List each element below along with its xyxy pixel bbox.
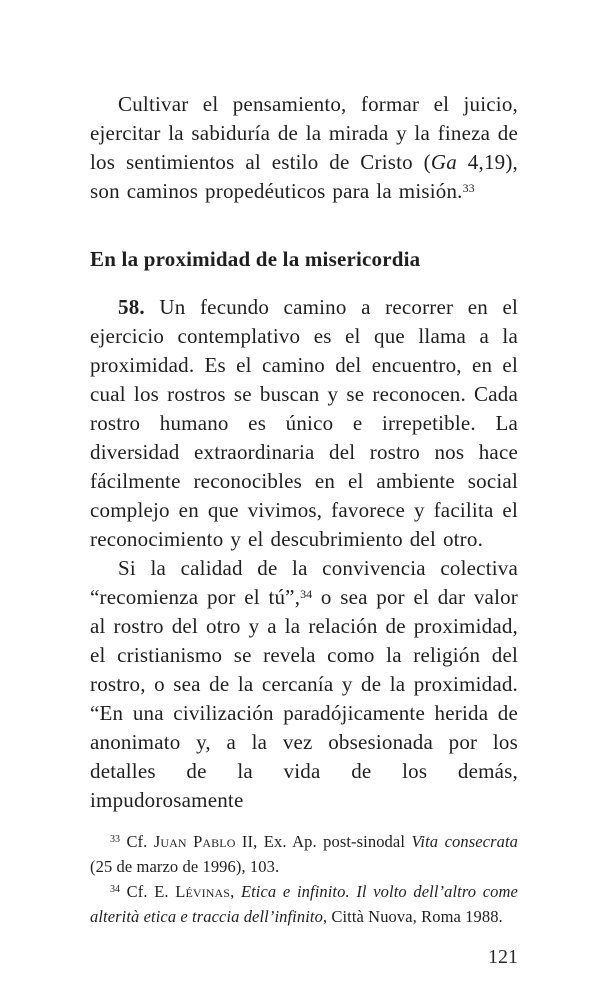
footnote-34-text3: , Città Nuova, Roma 1988. [322, 907, 503, 926]
footnote-34-author: Lévinas [175, 882, 231, 901]
paragraph-58-number: 58. [118, 295, 145, 319]
footnote-33-marker: 33 [110, 834, 120, 845]
footnote-33-text2: , Ex. Ap. post-sinodal [253, 832, 412, 851]
footnote-33 [90, 829, 518, 879]
paragraph-58-text: Un fecundo camino a recorrer en el ejercicio contemplativo es el que llama a la proximidad. Es el camino del encuentro, en el cual los rostros se buscan y se reconocen. Cada rostro humano es único e irrepetible. La diversidad extraordinaria del rostro nos hace fácilmente reconocibles en el ambiente social complejo en que vivimos, favorece y facilita el reconocimiento y el descubrimiento del otro. [90, 295, 518, 551]
footnote-34-text1: Cf. E. [120, 882, 176, 901]
footnote-33-work-title: Vita consecrata [411, 832, 518, 851]
section-heading: En la proximidad de la misericordia [90, 247, 421, 271]
paragraph-si-text1: Si la calidad de la convivencia colectiva “recomienza por el tú”, [90, 556, 518, 609]
page-number: 121 [488, 946, 518, 968]
footnote-33-text3: (25 de marzo de 1996), 103. [90, 857, 280, 876]
footnotes-section [90, 829, 518, 929]
footnote-33-author: Juan Pablo II [153, 832, 254, 851]
footnote-34 [90, 879, 518, 929]
footnote-ref-33: 33 [462, 181, 475, 195]
paragraph-58 [90, 293, 518, 554]
footnote-34-marker: 34 [110, 884, 120, 895]
paragraph-intro-text: Cultivar el pensamiento, formar el juicio, ejercitar la sabiduría de la mirada y la fineza de los sentimientos al estilo de Cristo ( [90, 92, 518, 174]
paragraph-intro-text2: 4,19), son caminos propedéuticos para la misión. [90, 150, 518, 203]
footnote-33-text1: Cf. [120, 832, 154, 851]
footnote-34-text2: , [230, 882, 241, 901]
footnote-ref-34: 34 [300, 587, 313, 601]
paragraph-si-la-calidad [90, 554, 518, 815]
paragraph-si-text2: o sea por el dar valor al rostro del otro y a la relación de proximidad, el cristianismo se revela como la religión del rostro, o sea de la cercanía y de la proximidad. “En una civilización paradójicamente herida de anonimato y, a la vez obsesionada por los detalles de la vida de los demás, impudorosamente [90, 585, 518, 812]
paragraph-intro [90, 90, 518, 206]
scripture-abbreviation: Ga [430, 150, 457, 174]
footnote-34-work-title: Etica e infinito. Il volto dell’altro come alterità etica e traccia dell’infinito [90, 882, 518, 926]
text-block [90, 0, 518, 969]
